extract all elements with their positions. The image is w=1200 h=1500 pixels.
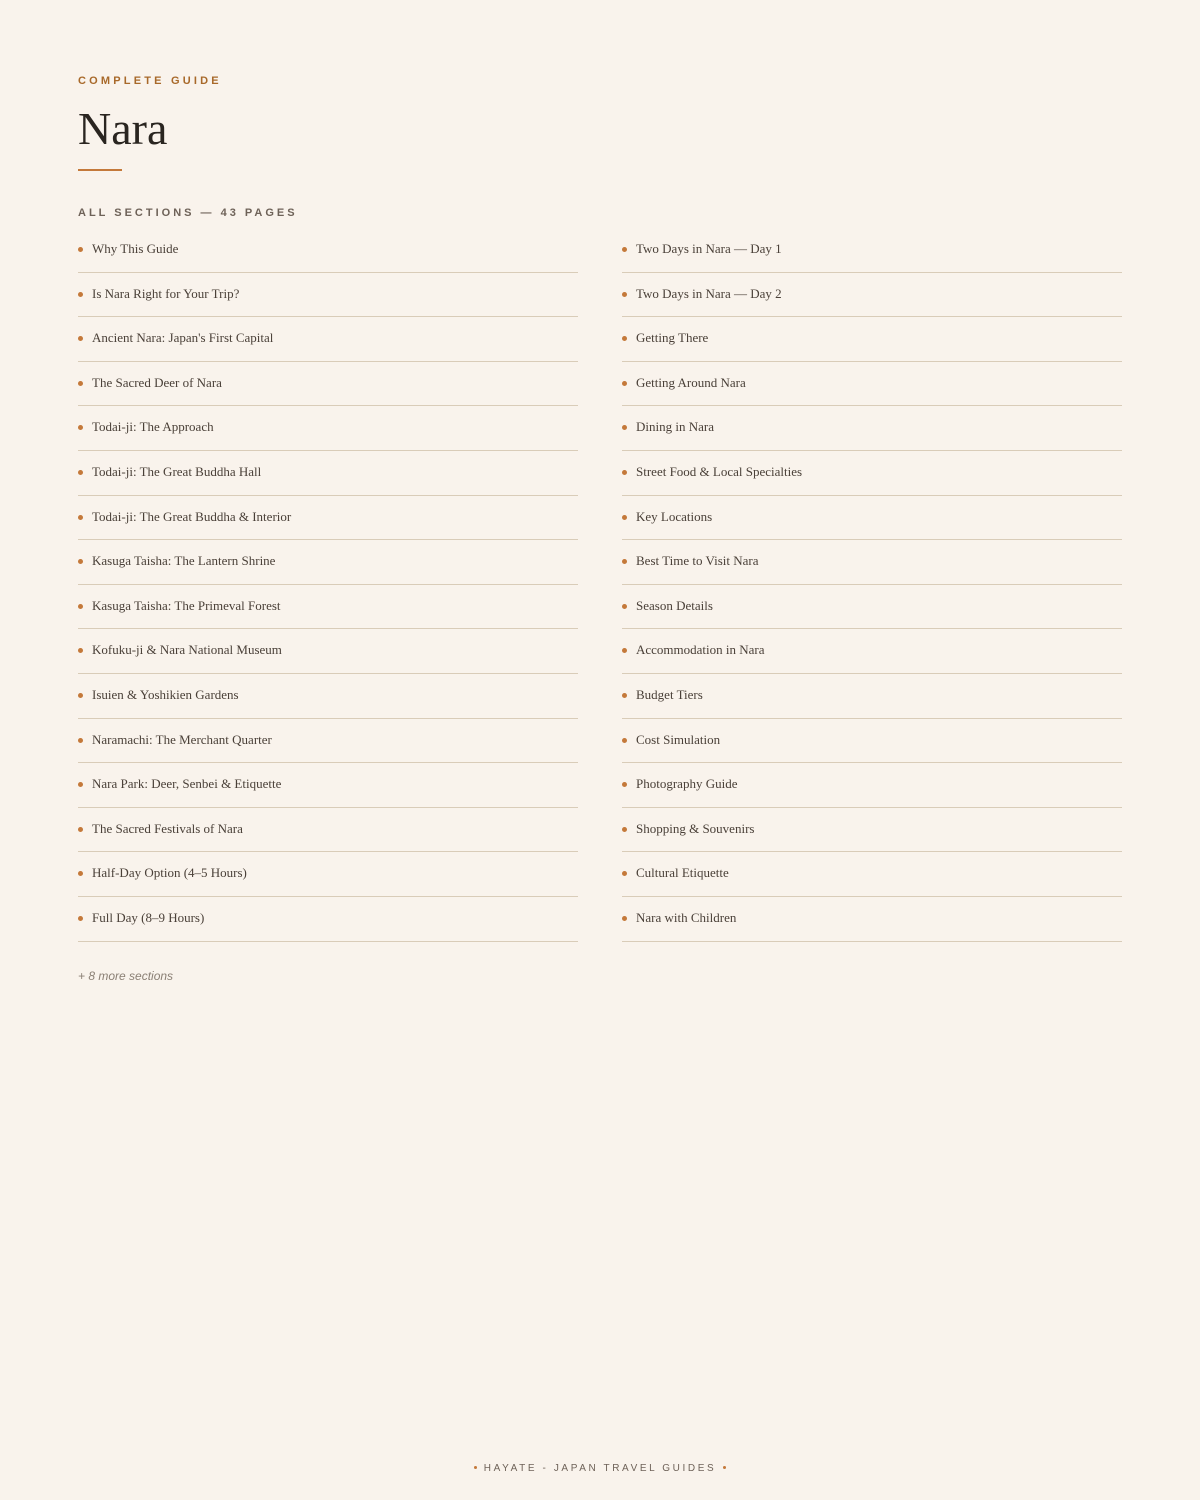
- section-item-label: Budget Tiers: [636, 686, 703, 702]
- bullet-icon: [78, 782, 83, 787]
- section-item-label: Two Days in Nara — Day 2: [636, 285, 782, 301]
- section-item[interactable]: [622, 496, 1122, 541]
- section-item[interactable]: [78, 451, 578, 496]
- bullet-icon: [78, 648, 83, 653]
- guide-eyebrow: COMPLETE GUIDE: [78, 75, 222, 87]
- section-item[interactable]: [78, 406, 578, 451]
- section-item[interactable]: [622, 674, 1122, 719]
- section-item-label: Naramachi: The Merchant Quarter: [92, 731, 272, 747]
- section-item-label: Is Nara Right for Your Trip?: [92, 285, 240, 301]
- bullet-icon: [622, 916, 627, 921]
- bullet-icon: [622, 336, 627, 341]
- section-item[interactable]: [622, 406, 1122, 451]
- bullet-icon: [78, 470, 83, 475]
- bullet-icon: [622, 425, 627, 430]
- section-item[interactable]: [78, 540, 578, 585]
- section-item-label: Why This Guide: [92, 241, 179, 256]
- bullet-icon: [622, 381, 627, 386]
- section-item-label: Street Food & Local Specialties: [636, 463, 803, 479]
- more-sections-link[interactable]: + 8 more sections: [78, 969, 174, 983]
- footer-dot-icon: [723, 1466, 726, 1469]
- section-item[interactable]: [78, 362, 578, 407]
- bullet-icon: [622, 559, 627, 564]
- section-item-label: Season Details: [636, 597, 713, 613]
- bullet-icon: [622, 515, 627, 520]
- bullet-icon: [622, 871, 627, 876]
- section-item-label: Shopping & Souvenirs: [636, 820, 755, 836]
- section-item[interactable]: [78, 808, 578, 853]
- section-item-label: Cost Simulation: [636, 731, 721, 747]
- section-item[interactable]: [622, 451, 1122, 496]
- section-item-label: The Sacred Deer of Nara: [92, 374, 222, 390]
- section-item[interactable]: [622, 897, 1122, 942]
- section-item[interactable]: [78, 897, 578, 942]
- section-item-label: Ancient Nara: Japan's First Capital: [92, 330, 274, 346]
- bullet-icon: [78, 336, 83, 341]
- footer-brand: HAYATE - JAPAN TRAVEL GUIDES: [483, 1463, 717, 1474]
- section-item-label: Key Locations: [636, 508, 713, 524]
- bullet-icon: [622, 693, 627, 698]
- bullet-icon: [78, 916, 83, 921]
- section-item[interactable]: [622, 540, 1122, 585]
- bullet-icon: [622, 470, 627, 475]
- bullet-icon: [78, 738, 83, 743]
- section-item-label: Todai-ji: The Approach: [92, 419, 214, 435]
- bullet-icon: [622, 604, 627, 609]
- bullet-icon: [78, 827, 83, 832]
- section-item-label: Dining in Nara: [636, 419, 714, 435]
- bullet-icon: [622, 247, 627, 252]
- section-item[interactable]: [622, 362, 1122, 407]
- section-item[interactable]: [78, 763, 578, 808]
- section-item[interactable]: [78, 317, 578, 362]
- section-item[interactable]: [78, 496, 578, 541]
- footer-dot-icon: [474, 1466, 477, 1469]
- bullet-icon: [78, 871, 83, 876]
- bullet-icon: [78, 292, 83, 297]
- bullet-icon: [78, 515, 83, 520]
- section-item[interactable]: [622, 629, 1122, 674]
- bullet-icon: [78, 425, 83, 430]
- sections-list-right: [622, 228, 1122, 942]
- page-title: Nara: [78, 103, 168, 154]
- section-item-label: Full Day (8–9 Hours): [92, 909, 205, 925]
- section-item-label: Two Days in Nara — Day 1: [636, 241, 782, 256]
- sections-heading: ALL SECTIONS — 43 PAGES: [78, 207, 298, 219]
- section-item[interactable]: [622, 852, 1122, 897]
- section-item[interactable]: [78, 852, 578, 897]
- section-item-label: Getting There: [636, 330, 709, 346]
- section-item[interactable]: [622, 273, 1122, 318]
- bullet-icon: [622, 782, 627, 787]
- section-item[interactable]: [78, 228, 578, 273]
- section-item[interactable]: [78, 585, 578, 630]
- section-item-label: Nara Park: Deer, Senbei & Etiquette: [92, 776, 282, 792]
- section-item-label: The Sacred Festivals of Nara: [92, 820, 243, 836]
- sections-list-left: [78, 228, 578, 942]
- section-item-label: Best Time to Visit Nara: [636, 553, 759, 569]
- bullet-icon: [622, 738, 627, 743]
- bullet-icon: [78, 604, 83, 609]
- section-item-label: Photography Guide: [636, 776, 738, 792]
- section-item[interactable]: [78, 273, 578, 318]
- section-item[interactable]: [622, 763, 1122, 808]
- section-item-label: Cultural Etiquette: [636, 865, 729, 881]
- section-item[interactable]: [622, 808, 1122, 853]
- section-item-label: Todai-ji: The Great Buddha & Interior: [92, 508, 292, 524]
- bullet-icon: [622, 292, 627, 297]
- bullet-icon: [78, 381, 83, 386]
- footer: [0, 1463, 1200, 1474]
- bullet-icon: [622, 827, 627, 832]
- section-item-label: Todai-ji: The Great Buddha Hall: [92, 463, 262, 479]
- section-item[interactable]: [78, 719, 578, 764]
- title-underline: [78, 169, 122, 171]
- section-item-label: Kofuku-ji & Nara National Museum: [92, 642, 282, 658]
- bullet-icon: [78, 693, 83, 698]
- section-item[interactable]: [622, 228, 1122, 273]
- bullet-icon: [622, 648, 627, 653]
- section-item-label: Accommodation in Nara: [636, 642, 765, 658]
- section-item[interactable]: [622, 585, 1122, 630]
- section-item[interactable]: [622, 719, 1122, 764]
- section-item-label: Half-Day Option (4–5 Hours): [92, 865, 247, 881]
- section-item-label: Getting Around Nara: [636, 374, 746, 390]
- bullet-icon: [78, 247, 83, 252]
- section-item-label: Nara with Children: [636, 909, 737, 925]
- section-item-label: Isuien & Yoshikien Gardens: [92, 686, 239, 702]
- section-item-label: Kasuga Taisha: The Lantern Shrine: [92, 553, 276, 569]
- bullet-icon: [78, 559, 83, 564]
- section-item[interactable]: [78, 674, 578, 719]
- section-item[interactable]: [622, 317, 1122, 362]
- section-item[interactable]: [78, 629, 578, 674]
- section-item-label: Kasuga Taisha: The Primeval Forest: [92, 597, 281, 613]
